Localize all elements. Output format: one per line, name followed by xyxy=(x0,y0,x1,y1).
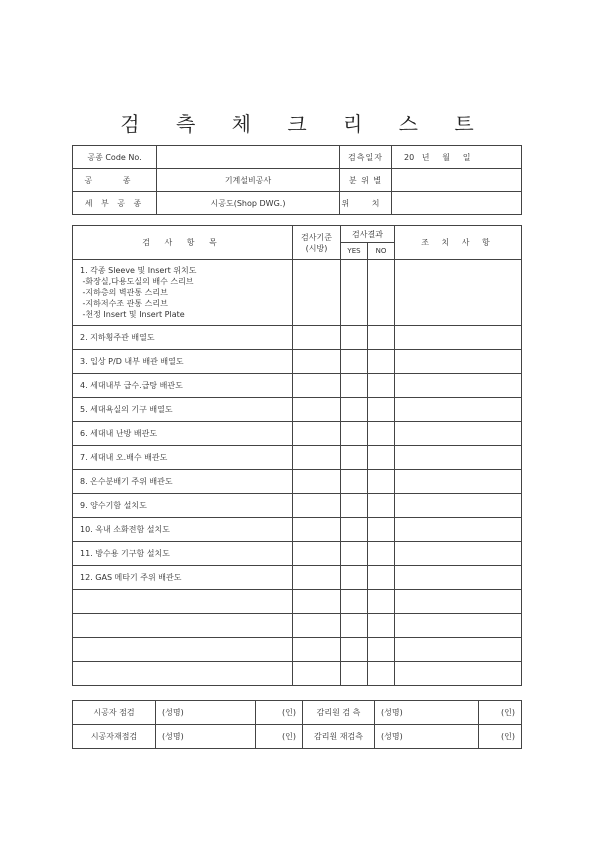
checklist-item: 5. 세대욕실의 기구 배열도 xyxy=(73,398,293,422)
contractor-recheck-seal[interactable]: (인) xyxy=(256,725,303,749)
action-cell[interactable] xyxy=(395,422,522,446)
no-cell[interactable] xyxy=(368,590,395,614)
contractor-check-seal[interactable]: (인) xyxy=(256,701,303,725)
no-cell[interactable] xyxy=(368,260,395,326)
checklist-item[interactable] xyxy=(73,638,293,662)
table-row xyxy=(73,590,522,614)
yes-cell[interactable] xyxy=(341,326,368,350)
table-row xyxy=(73,446,522,470)
checklist-item[interactable] xyxy=(73,614,293,638)
method-cell[interactable] xyxy=(293,350,341,374)
info-row-code xyxy=(73,146,522,169)
action-cell[interactable] xyxy=(395,638,522,662)
table-row xyxy=(73,638,522,662)
checklist-item: 11. 방수용 기구함 설치도 xyxy=(73,542,293,566)
action-cell[interactable] xyxy=(395,566,522,590)
checklist-item: 8. 온수분배기 주위 배관도 xyxy=(73,470,293,494)
signature-table xyxy=(72,700,522,749)
method-cell[interactable] xyxy=(293,590,341,614)
item1-line: -화장실,다용도실의 배수 스리브 xyxy=(80,277,194,286)
header-no: NO xyxy=(368,243,395,260)
checklist-item: 6. 세대내 난방 배관도 xyxy=(73,422,293,446)
checklist-item xyxy=(73,590,293,614)
method-cell[interactable] xyxy=(293,422,341,446)
action-cell[interactable] xyxy=(395,446,522,470)
table-row xyxy=(73,350,522,374)
header-method xyxy=(293,226,341,260)
table-row xyxy=(73,260,522,326)
checklist-item: 4. 세대내부 급수.급탕 배관도 xyxy=(73,374,293,398)
no-cell[interactable] xyxy=(368,662,395,686)
checklist-item: 2. 지하횡주관 배열도 xyxy=(73,326,293,350)
yes-cell[interactable] xyxy=(341,398,368,422)
action-cell[interactable] xyxy=(395,494,522,518)
code-value[interactable] xyxy=(157,146,340,169)
item1-line: 1. 각종 Sleeve 및 Insert 위치도 xyxy=(80,266,197,275)
yes-cell[interactable] xyxy=(341,446,368,470)
header-result: 검사결과 xyxy=(341,226,395,243)
contractor-check-name[interactable]: (성명) xyxy=(156,701,256,725)
action-cell[interactable] xyxy=(395,614,522,638)
signature-row xyxy=(73,701,522,725)
action-cell[interactable] xyxy=(395,374,522,398)
yes-cell[interactable] xyxy=(341,662,368,686)
table-row xyxy=(73,326,522,350)
yes-cell[interactable] xyxy=(341,494,368,518)
checklist-item: 12. GAS 메타기 주위 배관도 xyxy=(73,566,293,590)
supervisor-inspect-label: 감리원 검 측 xyxy=(303,701,375,725)
action-cell[interactable] xyxy=(395,662,522,686)
table-row xyxy=(73,662,522,686)
no-cell[interactable] xyxy=(368,566,395,590)
checklist-item-1 xyxy=(73,260,293,326)
contractor-check-label: 시공자 점검 xyxy=(73,701,156,725)
item1-line: -지하저수조 관통 스리브 xyxy=(80,299,168,308)
method-cell[interactable] xyxy=(293,260,341,326)
table-row xyxy=(73,470,522,494)
checklist-table xyxy=(72,225,522,686)
method-cell[interactable] xyxy=(293,566,341,590)
location-label: 위 치 xyxy=(340,192,392,215)
table-row xyxy=(73,566,522,590)
yes-cell[interactable] xyxy=(341,422,368,446)
work-value[interactable]: 기계설비공사 xyxy=(157,169,340,192)
method-cell[interactable] xyxy=(293,614,341,638)
supervisor-reinspect-seal[interactable]: (인) xyxy=(479,725,522,749)
info-row-work xyxy=(73,169,522,192)
dept-value[interactable] xyxy=(392,169,522,192)
method-cell[interactable] xyxy=(293,470,341,494)
table-row xyxy=(73,494,522,518)
supervisor-inspect-name[interactable]: (성명) xyxy=(375,701,479,725)
no-cell[interactable] xyxy=(368,398,395,422)
table-row xyxy=(73,518,522,542)
method-cell[interactable] xyxy=(293,494,341,518)
supervisor-inspect-seal[interactable]: (인) xyxy=(479,701,522,725)
checklist-header-row xyxy=(73,226,522,243)
header-yes: YES xyxy=(341,243,368,260)
method-cell[interactable] xyxy=(293,326,341,350)
page-title: 검 측 체 크 리 스 트 xyxy=(120,112,489,136)
checklist-item: 7. 세대내 오.배수 배관도 xyxy=(73,446,293,470)
subwork-label: 세 부 공 종 xyxy=(73,192,157,215)
method-cell[interactable] xyxy=(293,662,341,686)
no-cell[interactable] xyxy=(368,422,395,446)
yes-cell[interactable] xyxy=(341,590,368,614)
yes-cell[interactable] xyxy=(341,260,368,326)
contractor-recheck-label: 시공자재점검 xyxy=(73,725,156,749)
no-cell[interactable] xyxy=(368,614,395,638)
supervisor-reinspect-name[interactable]: (성명) xyxy=(375,725,479,749)
contractor-recheck-name[interactable]: (성명) xyxy=(156,725,256,749)
method-cell[interactable] xyxy=(293,374,341,398)
checklist-item: 9. 양수기함 설치도 xyxy=(73,494,293,518)
item1-line: -천정 Insert 및 Insert Plate xyxy=(80,310,185,319)
no-cell[interactable] xyxy=(368,374,395,398)
yes-cell[interactable] xyxy=(341,470,368,494)
method-cell[interactable] xyxy=(293,398,341,422)
action-cell[interactable] xyxy=(395,590,522,614)
header-info-table xyxy=(72,145,522,215)
checklist-item[interactable] xyxy=(73,662,293,686)
date-value[interactable]: 20 년 월 일 xyxy=(392,146,522,169)
yes-cell[interactable] xyxy=(341,374,368,398)
table-row xyxy=(73,542,522,566)
code-label: 공종 Code No. xyxy=(73,146,157,169)
yes-cell[interactable] xyxy=(341,566,368,590)
yes-cell[interactable] xyxy=(341,614,368,638)
dept-label: 분 위 별 xyxy=(340,169,392,192)
method-cell[interactable] xyxy=(293,542,341,566)
no-cell[interactable] xyxy=(368,638,395,662)
no-cell[interactable] xyxy=(368,494,395,518)
item1-line: -지하층의 벽관통 스리브 xyxy=(80,288,168,297)
no-cell[interactable] xyxy=(368,326,395,350)
yes-cell[interactable] xyxy=(341,638,368,662)
date-label: 검측일자 xyxy=(340,146,392,169)
yes-cell[interactable] xyxy=(341,518,368,542)
no-cell[interactable] xyxy=(368,518,395,542)
table-row xyxy=(73,398,522,422)
action-cell[interactable] xyxy=(395,542,522,566)
work-label: 공 종 xyxy=(73,169,157,192)
yes-cell[interactable] xyxy=(341,542,368,566)
action-cell[interactable] xyxy=(395,260,522,326)
info-row-subwork xyxy=(73,192,522,215)
checklist-item: 10. 옥내 소화전함 설치도 xyxy=(73,518,293,542)
method-cell[interactable] xyxy=(293,446,341,470)
no-cell[interactable] xyxy=(368,350,395,374)
table-row xyxy=(73,614,522,638)
action-cell[interactable] xyxy=(395,470,522,494)
supervisor-reinspect-label: 감리원 재검측 xyxy=(303,725,375,749)
header-method-line2: (시방) xyxy=(305,243,328,253)
location-value[interactable] xyxy=(392,192,522,215)
no-cell[interactable] xyxy=(368,470,395,494)
no-cell[interactable] xyxy=(368,542,395,566)
table-row xyxy=(73,422,522,446)
yes-cell[interactable] xyxy=(341,350,368,374)
action-cell[interactable] xyxy=(395,518,522,542)
checklist-item: 3. 입상 P/D 내부 배관 배열도 xyxy=(73,350,293,374)
no-cell[interactable] xyxy=(368,446,395,470)
header-action: 조 치 사 항 xyxy=(395,226,522,260)
subwork-value[interactable]: 시공도(Shop DWG.) xyxy=(157,192,340,215)
header-method-line1: 검사기준 xyxy=(301,232,332,242)
method-cell[interactable] xyxy=(293,518,341,542)
header-item: 검 사 항 목 xyxy=(73,226,293,260)
signature-row xyxy=(73,725,522,749)
action-cell[interactable] xyxy=(395,326,522,350)
action-cell[interactable] xyxy=(395,350,522,374)
action-cell[interactable] xyxy=(395,398,522,422)
method-cell[interactable] xyxy=(293,638,341,662)
table-row xyxy=(73,374,522,398)
